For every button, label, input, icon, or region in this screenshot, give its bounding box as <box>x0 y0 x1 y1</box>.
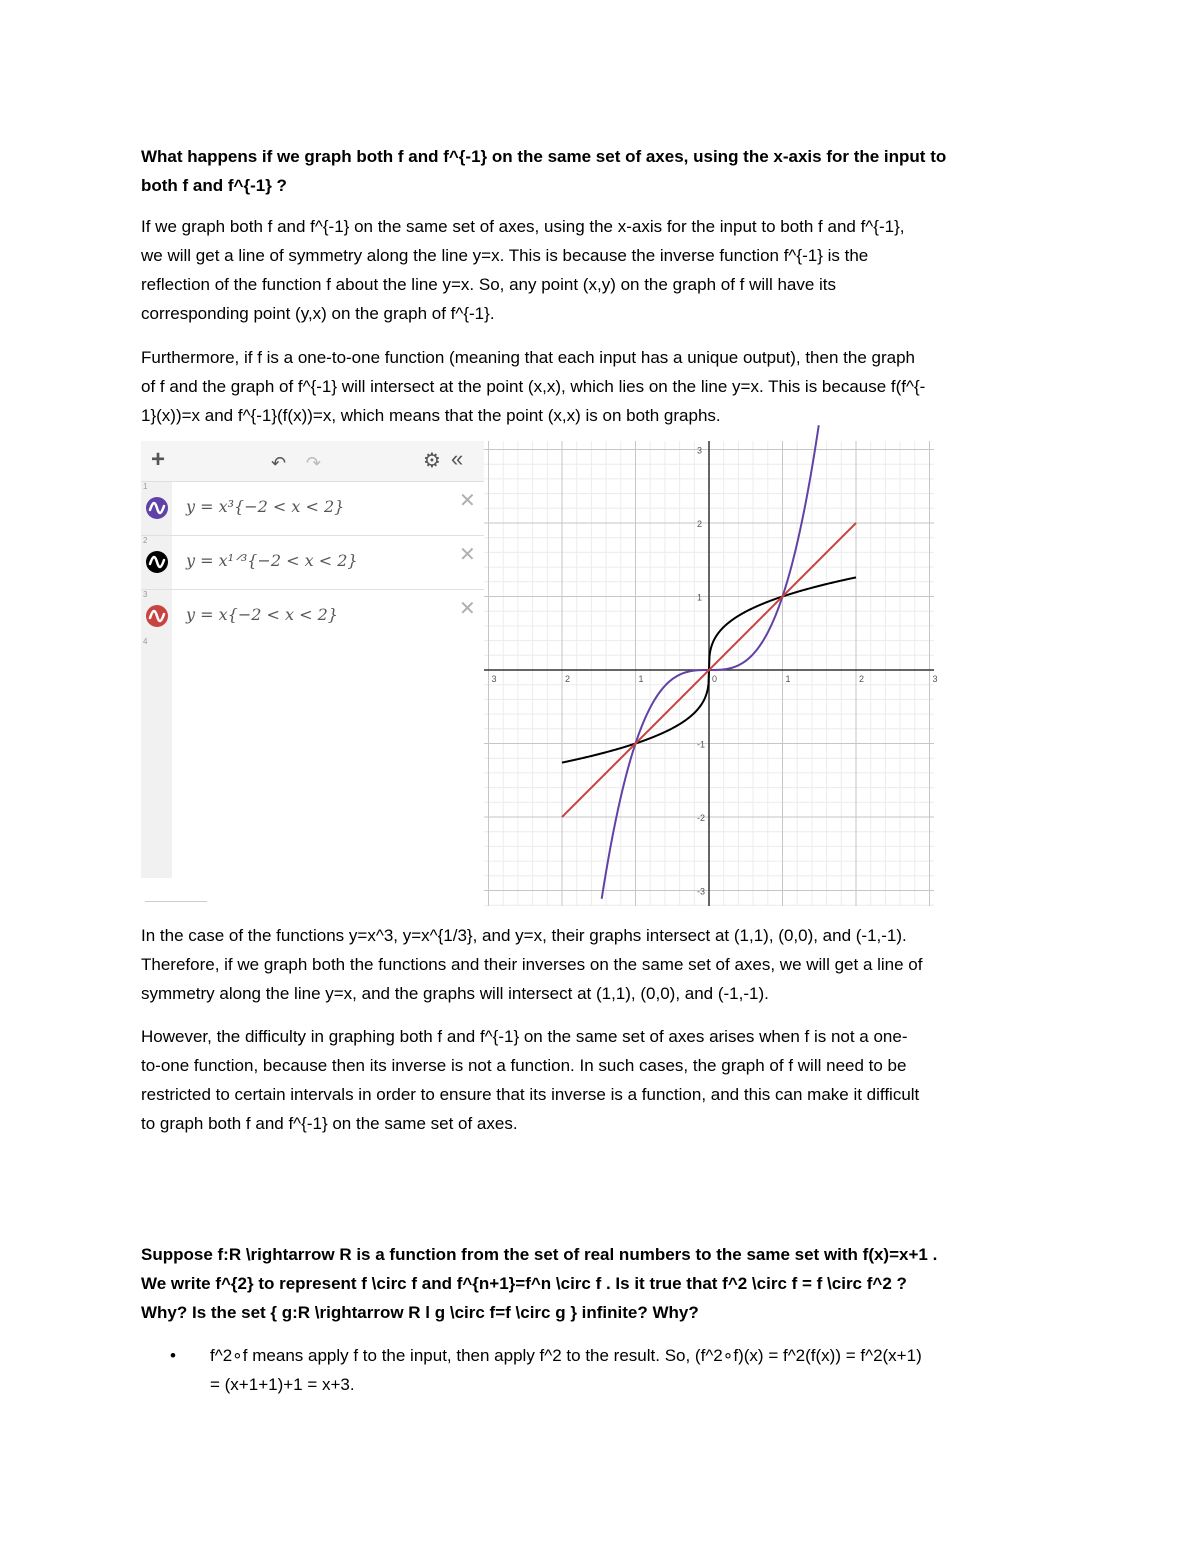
settings-gear-icon[interactable]: ⚙ <box>423 450 441 472</box>
y-tick-label: -2 <box>697 813 706 823</box>
x-tick-label: 1 <box>785 674 791 684</box>
bullet-icon: • <box>170 1346 176 1365</box>
answer-1-line-2: we will get a line of symmetry along the line y=x. This is because the inverse function f^{-1} is the <box>141 246 869 265</box>
question-2-line-3: Why? Is the set { g:R \rightarrow R l g \circ f=f \circ g } infinite? Why? <box>141 1303 699 1322</box>
answer-4-line-1: However, the difficulty in graphing both f and f^{-1} on the same set of axes arises when f is not a one- <box>141 1027 908 1046</box>
expression-index: 2 <box>143 536 148 545</box>
answer-4-line-4: to graph both f and f^{-1} on the same set of axes. <box>141 1114 518 1133</box>
y-tick-label: -3 <box>697 886 706 897</box>
x-tick-label: 2 <box>859 674 865 684</box>
answer-paragraph-1 <box>141 212 1066 328</box>
answer-2-line-1: Furthermore, if f is a one-to-one function (meaning that each input has a unique output), then the graph <box>141 348 915 367</box>
expression-row[interactable] <box>141 590 484 643</box>
curve-icon[interactable] <box>146 551 168 573</box>
answer-paragraph-3 <box>141 921 1066 1008</box>
x-tick-label: 2 <box>565 674 571 684</box>
answer-1-line-3: reflection of the function f about the line y=x. So, any point (x,y) on the graph of f will have its <box>141 275 837 294</box>
answer-paragraph-4 <box>141 1022 1066 1138</box>
question-1-line-1: What happens if we graph both f and f^{-1} on the same set of axes, using the x-axis for the input to <box>141 147 947 166</box>
delete-expression-icon[interactable]: ✕ <box>459 490 476 512</box>
function-graph[interactable] <box>484 441 938 906</box>
x-tick-label: 1 <box>638 674 644 684</box>
answer-1-line-1: If we graph both f and f^{-1} on the same set of axes, using the x-axis for the input to both f and f^{-1}, <box>141 217 905 236</box>
expression-index: 1 <box>143 482 148 491</box>
question-2 <box>141 1240 1066 1327</box>
expression-row[interactable] <box>141 536 484 590</box>
question-2-line-2: We write f^{2} to represent f \circ f and f^{n+1}=f^n \circ f . Is it true that f^2 \circ f = f \circ f^2 ? <box>141 1274 907 1293</box>
answer-4-line-3: restricted to certain intervals in order to ensure that its inverse is a function, and this can make it difficult <box>141 1085 920 1104</box>
answer-1-line-4: corresponding point (y,x) on the graph of f^{-1}. <box>141 304 495 323</box>
curve-icon[interactable] <box>146 497 168 519</box>
expression-index: 3 <box>143 590 148 599</box>
panel-divider <box>145 901 207 902</box>
bullet-text <box>210 1341 1070 1399</box>
expression-text[interactable]: y = x³{−2 < x < 2} <box>186 497 345 516</box>
y-tick-label: -1 <box>697 739 706 750</box>
x-tick-label: 0 <box>712 674 718 684</box>
question-1-line-2: both f and f^{-1} ? <box>141 176 287 195</box>
y-tick-label: 2 <box>697 519 703 529</box>
curve-icon[interactable] <box>146 605 168 627</box>
answer-3-line-3: symmetry along the line y=x, and the graphs will intersect at (1,1), (0,0), and (-1,-1). <box>141 984 769 1003</box>
add-expression-button[interactable]: + <box>151 446 166 473</box>
delete-expression-icon[interactable]: ✕ <box>459 544 476 566</box>
bullet-line-1: f^2∘f means apply f to the input, then apply f^2 to the result. So, (f^2∘f)(x) = f^2(f(x)) = f^2(x+1) <box>210 1346 922 1365</box>
answer-2-line-2: of f and the graph of f^{-1} will intersect at the point (x,x), which lies on the line y=x. This is because f(f^{- <box>141 377 926 396</box>
expression-text[interactable]: y = x¹ᐟ³{−2 < x < 2} <box>186 551 358 570</box>
expression-index: 4 <box>143 637 148 646</box>
answer-2-line-3: 1}(x))=x and f^{-1}(f(x))=x, which means that the point (x,x) is on both graphs. <box>141 406 721 425</box>
bullet-line-2: = (x+1+1)+1 = x+3. <box>210 1375 355 1394</box>
undo-icon[interactable]: ↶ <box>271 453 287 473</box>
redo-icon[interactable]: ↷ <box>306 453 322 473</box>
collapse-panel-icon[interactable]: « <box>451 446 464 471</box>
y-tick-label: 3 <box>697 445 703 456</box>
x-tick-label: 3 <box>491 674 497 684</box>
answer-3-line-1: In the case of the functions y=x^3, y=x^{1/3}, and y=x, their graphs intersect at (1,1), (0,0), and (-1,-1). <box>141 926 907 945</box>
expression-row[interactable] <box>141 482 484 536</box>
expression-panel <box>141 441 484 906</box>
answer-paragraph-2 <box>141 343 1066 430</box>
y-tick-label: 1 <box>697 592 703 603</box>
answer-4-line-2: to-one function, because then its inverse is not a function. In such cases, the graph of f will need to be <box>141 1056 907 1075</box>
answer-3-line-2: Therefore, if we graph both the functions and their inverses on the same set of axes, we will get a line of <box>141 955 923 974</box>
question-1 <box>141 142 1066 200</box>
x-tick-label: 3 <box>932 674 938 684</box>
panel-toolbar <box>141 441 484 482</box>
expression-text[interactable]: y = x{−2 < x < 2} <box>186 605 338 624</box>
delete-expression-icon[interactable]: ✕ <box>459 598 476 620</box>
question-2-line-1: Suppose f:R \rightarrow R is a function from the set of real numbers to the same set with f(x)=x+1 . <box>141 1245 938 1264</box>
